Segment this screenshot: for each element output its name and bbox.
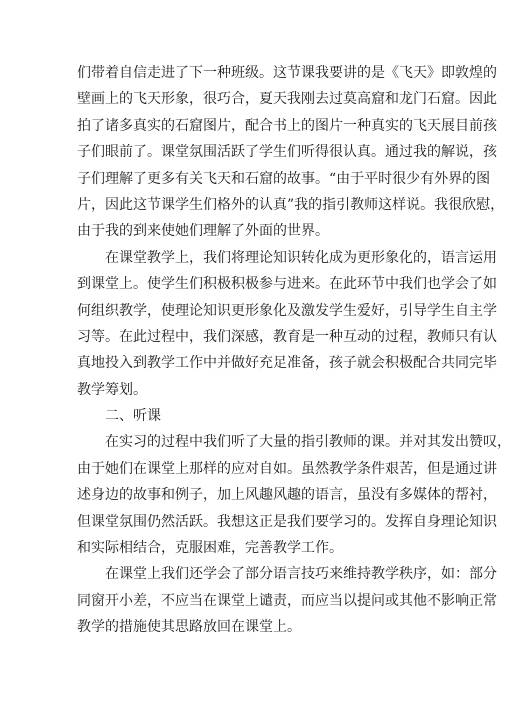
text-line: 同窗开小差，不应当在课堂上谴责，而应当以提问或其他不影响正常: [77, 592, 497, 609]
text-line: 片，因此这节课学生们格外的认真”我的指引教师这样说。我很欣慰，: [77, 196, 505, 213]
text-line: 壁画上的飞天形象，很巧合，夏天我刚去过莫高窟和龙门石窟。因此: [77, 91, 497, 108]
text-line: 和实际相结合，克服困难，完善教学工作。: [77, 540, 343, 557]
paragraph-classroom-teaching: [77, 245, 497, 403]
text-line: 子们眼前了。课堂氛围活跃了学生们听得很认真。通过我的解说，孩: [77, 144, 497, 161]
text-line: 真地投入到教学工作中并做好充足准备，孩子就会积极配合共同完毕: [77, 355, 497, 372]
text-line: 但课堂氛围仍然活跃。我想这正是我们要学习的。发挥自身理论知识: [77, 513, 497, 530]
paragraph-language-skills: [77, 561, 497, 640]
text-line: 在课堂教学上，我们将理论知识转化成为更形象化的，语言运用: [105, 249, 497, 266]
body-text: [77, 60, 511, 641]
text-line: 们带着自信走进了下一种班级。这节课我要讲的是《飞天》即敦煌的: [77, 65, 497, 81]
text-line: 何组织教学，使理论知识更形象化及激发学生爱好，引导学生自主学: [77, 302, 497, 319]
paragraph-feitian-lesson: [77, 60, 505, 245]
text-line: 到课堂上。使学生们积极积极参与进来。在此环节中我们也学会了如: [77, 276, 497, 293]
section-heading-listening: [77, 403, 427, 429]
text-line: 由于我的到来使她们理解了外面的世界。: [77, 223, 329, 240]
text-line: 述身边的故事和例子，加上风趣风趣的语言，虽没有多媒体的帮衬，: [77, 487, 497, 504]
text-line: 子们理解了更多有关飞天和石窟的故事。“由于平时很少有外界的图: [77, 170, 491, 187]
text-line: 教学的措施使其思路放回在课堂上。: [77, 619, 301, 636]
paragraph-observation: [77, 429, 511, 561]
text-line: 教学筹划。: [77, 381, 147, 398]
section-heading: 二、听课: [105, 408, 161, 425]
text-line: 习等。在此过程中，我们深感，教育是一种互动的过程，教师只有认: [77, 328, 497, 345]
text-line: 由于她们在课堂上那样的应对自如。虽然教学条件艰苦，但是通过讲: [77, 460, 497, 477]
text-line: 在实习的过程中我们听了大量的指引教师的课。并对其发出赞叹，: [105, 434, 511, 451]
text-line: 拍了诸多真实的石窟图片，配合书上的图片一种真实的飞天展目前孩: [77, 117, 497, 134]
text-line: 在课堂上我们还学会了部分语言技巧来维持教学秩序，如：部分: [105, 566, 497, 583]
